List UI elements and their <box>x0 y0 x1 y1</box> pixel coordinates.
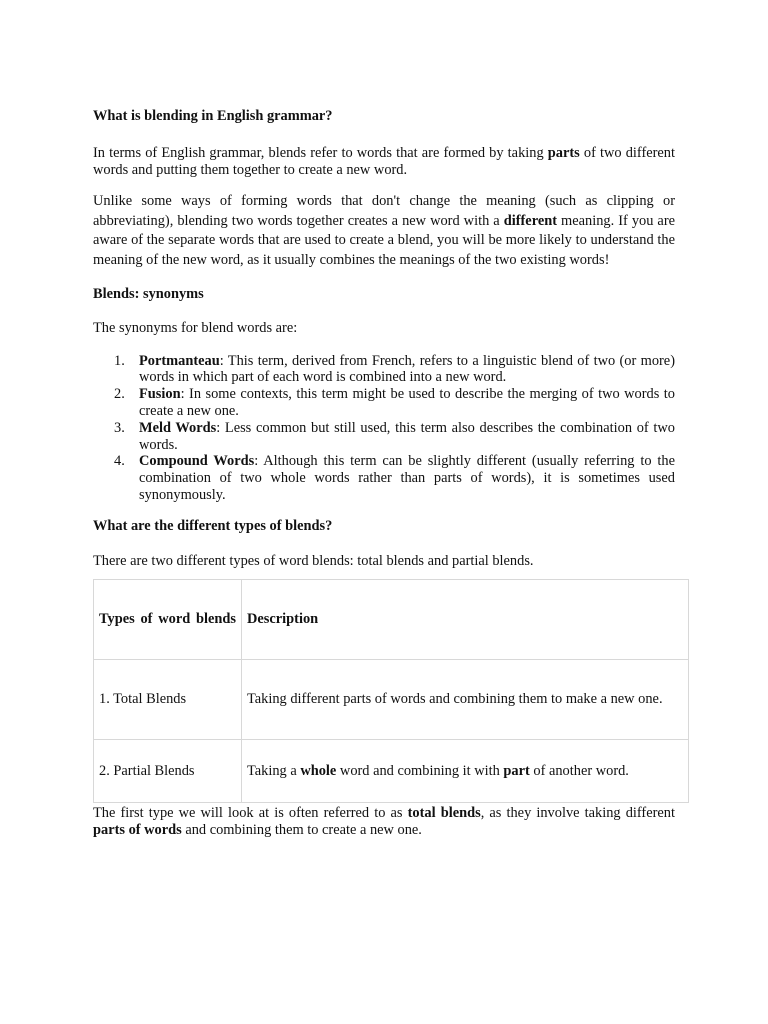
document-body <box>93 108 675 839</box>
synonym-description: : Less common but still used, this term also describes the combination of two words. <box>139 419 675 453</box>
header-description-label: Description <box>247 611 319 628</box>
table-row <box>94 660 689 740</box>
synonym-description: : Although this term can be slightly different (usually referring to the combination of two whole words rather than parts of words), it is sometimes used synonymously. <box>139 453 675 503</box>
list-item <box>93 386 675 420</box>
bold-whole: whole <box>300 762 337 779</box>
cell-blend-description: Taking different parts of words and combining them to make a new one. <box>242 660 689 740</box>
cell-blend-description <box>242 740 689 803</box>
blend-types-table <box>93 579 689 803</box>
synonym-description: : This term, derived from French, refers to a linguistic blend of two (or more) words in which part of each word is combined into a new word. <box>139 352 675 386</box>
bold-part: part <box>503 762 530 779</box>
paragraph-blend-meaning <box>93 192 675 270</box>
text-run: and combining them to create a new one. <box>181 822 422 839</box>
synonym-term: Meld Words <box>139 419 217 436</box>
table-row <box>94 740 689 803</box>
synonym-term: Compound Words <box>139 453 255 470</box>
header-types-label: Types of word blends <box>99 611 236 628</box>
text-run: Unlike some ways of forming words that don't change the meaning (such as clipping or abbreviating), blending two words together creates a new word with a <box>93 193 675 229</box>
synonym-description: : In some contexts, this term might be used to describe the merging of two words to create a new one. <box>139 386 675 419</box>
heading-what-is-blending: What is blending in English grammar? <box>93 108 333 124</box>
synonyms-list <box>93 353 675 504</box>
paragraph-blend-definition <box>93 145 675 179</box>
bold-different: different <box>503 212 558 229</box>
text-run: word and combining it with <box>336 762 504 779</box>
text-run: , as they involve taking different <box>480 805 675 822</box>
synonym-term: Portmanteau <box>139 352 220 369</box>
heading-blends-synonyms: Blends: synonyms <box>93 286 204 303</box>
text-run: of another word. <box>529 762 629 779</box>
table-header-row <box>94 580 689 660</box>
text-run: The first type we will look at is often referred to as <box>93 805 408 822</box>
paragraph-synonyms-intro: The synonyms for blend words are: <box>93 319 298 336</box>
header-cell-description <box>242 580 689 660</box>
bold-parts: parts <box>547 144 580 161</box>
bold-total-blends: total blends <box>407 805 481 822</box>
synonym-term: Fusion <box>139 386 181 403</box>
list-item <box>93 420 675 454</box>
text-run: Taking a <box>247 762 301 779</box>
header-cell-types <box>94 580 242 660</box>
list-number: 3. <box>114 419 125 436</box>
text-run: of two different words and putting them together to create a new word. <box>93 144 675 178</box>
bold-parts-of-words: parts of words <box>93 822 182 839</box>
paragraph-total-blends <box>93 805 675 839</box>
cell-blend-type: 1. Total Blends <box>94 660 242 740</box>
list-item <box>93 353 675 387</box>
list-number: 4. <box>114 453 125 470</box>
text-run: meaning. If you are aware of the separate words that are used to create a blend, you will be more likely to understand the meaning of the new word, as it usually combines the meanings of the two existing words! <box>93 212 676 268</box>
paragraph-two-types: There are two different types of word blends: total blends and partial blends. <box>93 552 534 569</box>
list-item <box>93 453 675 503</box>
list-number: 2. <box>114 386 125 403</box>
text-run: In terms of English grammar, blends refer to words that are formed by taking <box>93 144 548 161</box>
heading-types-of-blends: What are the different types of blends? <box>93 517 333 534</box>
list-number: 1. <box>114 352 125 369</box>
cell-blend-type: 2. Partial Blends <box>94 740 242 803</box>
